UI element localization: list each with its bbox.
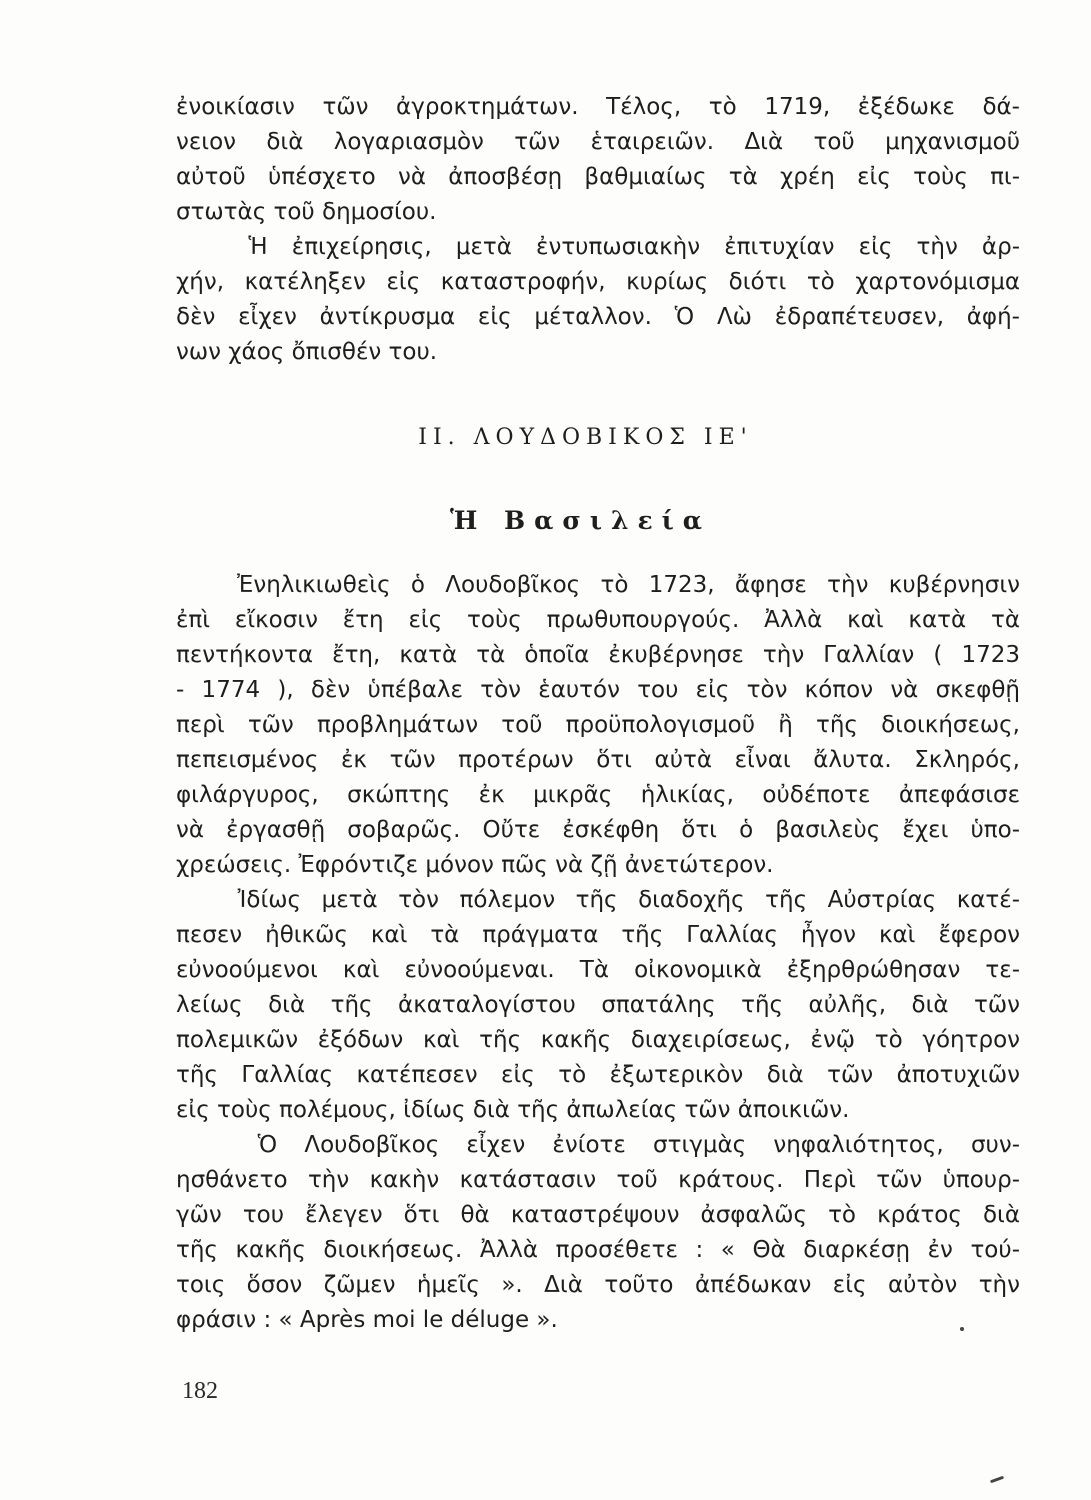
- text-line: τῆς κακῆς διοικήσεως. Ἀλλὰ προσέθετε : « Θὰ διαρκέσῃ ἐν τού-: [176, 1237, 1020, 1263]
- text-line: τῆς Γαλλίας κατέπεσεν εἰς τὸ ἐξωτερικὸν διὰ τῶν ἀποτυχιῶν: [176, 1062, 1020, 1088]
- text-line: ἐνοικίασιν τῶν ἀγροκτημάτων. Τέλος, τὸ 1719, ἐξέδωκε δά-: [176, 94, 1020, 120]
- text-line: δὲν εἶχεν ἀντίκρυσμα εἰς μέταλλον. Ὁ Λὼ ἐδραπέτευσεν, ἀφή-: [176, 304, 1020, 330]
- text-line: Ἐνηλικιωθεὶς ὁ Λουδοβῖκος τὸ 1723, ἄφησε τὴν κυβέρνησιν: [176, 572, 1020, 598]
- text-line: χρεώσεις. Ἐφρόντιζε μόνον πῶς νὰ ζῇ ἀνετώτερον.: [176, 852, 774, 878]
- text-line: Ἡ ἐπιχείρησις, μετὰ ἐντυπωσιακὴν ἐπιτυχίαν εἰς τὴν ἀρ-: [176, 234, 1020, 260]
- text-line: ησθάνετο τὴν κακὴν κατάστασιν τοῦ κράτους. Περὶ τῶν ὑπουρ-: [176, 1167, 1020, 1193]
- text-line: Ἰδίως μετὰ τὸν πόλεμον τῆς διαδοχῆς τῆς Αὐστρίας κατέ-: [176, 887, 1020, 913]
- text-line: νειον διὰ λογαριασμὸν τῶν ἑταιρειῶν. Διὰ τοῦ μηχανισμοῦ: [176, 129, 1020, 155]
- text-line: γῶν του ἔλεγεν ὅτι θὰ καταστρέψουν ἀσφαλῶς τὸ κράτος διὰ: [176, 1202, 1020, 1228]
- text-line: φιλάργυρος, σκώπτης ἐκ μικρᾶς ἡλικίας, οὐδέποτε ἀπεφάσισε: [176, 782, 1020, 808]
- text-line: πεπεισμένος ἐκ τῶν προτέρων ὅτι αὐτὰ εἶναι ἄλυτα. Σκληρός,: [176, 747, 1020, 773]
- chapter-heading: II. ΛΟΥΔΟΒΙΚΟΣ ΙΕ': [418, 425, 753, 450]
- section-heading: Ἡ Βασιλεία: [449, 506, 712, 535]
- scan-speck: [990, 1476, 1004, 1484]
- scan-speck: [960, 1327, 964, 1331]
- top-paragraph: [176, 90, 1020, 370]
- text-line: εἰς τοὺς πολέμους, ἰδίως διὰ τῆς ἀπωλείας τῶν ἀποικιῶν.: [176, 1097, 850, 1123]
- text-line: - 1774 ), δὲν ὑπέβαλε τὸν ἑαυτόν του εἰς τὸν κόπον νὰ σκεφθῇ: [176, 677, 1020, 703]
- text-line: τοις ὅσον ζῶμεν ἡμεῖς ». Διὰ τοῦτο ἀπέδωκαν εἰς αὐτὸν τὴν: [176, 1272, 1020, 1298]
- text-line: νων χάος ὄπισθέν του.: [176, 339, 438, 365]
- text-line: λείως διὰ τῆς ἀκαταλογίστου σπατάλης τῆς αὐλῆς, διὰ τῶν: [176, 992, 1020, 1018]
- text-line: νὰ ἐργασθῇ σοβαρῶς. Οὔτε ἐσκέφθη ὅτι ὁ βασιλεὺς ἔχει ὑπο-: [176, 817, 1020, 843]
- text-line: πεσεν ἠθικῶς καὶ τὰ πράγματα τῆς Γαλλίας ἦγον καὶ ἔφερον: [176, 922, 1020, 948]
- text-line: πεντήκοντα ἔτη, κατὰ τὰ ὁποῖα ἐκυβέρνησε τὴν Γαλλίαν ( 1723: [176, 642, 1020, 668]
- text-line: ἐπὶ εἴκοσιν ἔτη εἰς τοὺς πρωθυπουργούς. Ἀλλὰ καὶ κατὰ τὰ: [176, 607, 1020, 633]
- page-number: 182: [182, 1378, 218, 1404]
- text-line: Ὁ Λουδοβῖκος εἶχεν ἐνίοτε στιγμὰς νηφαλιότητος, συν-: [176, 1132, 1020, 1158]
- text-line: εὐνοούμενοι καὶ εὐνοούμεναι. Τὰ οἰκονομικὰ ἐξηρθρώθησαν τε-: [176, 957, 1020, 983]
- text-line: περὶ τῶν προβλημάτων τοῦ προϋπολογισμοῦ ἢ τῆς διοικήσεως,: [176, 712, 1020, 738]
- main-text: [176, 568, 1020, 1338]
- text-line: πολεμικῶν ἐξόδων καὶ τῆς κακῆς διαχειρίσεως, ἐνῷ τὸ γόητρον: [176, 1027, 1020, 1053]
- text-line: αὐτοῦ ὑπέσχετο νὰ ἀποσβέσῃ βαθμιαίως τὰ χρέη εἰς τοὺς πι-: [176, 164, 1020, 190]
- text-line: χήν, κατέληξεν εἰς καταστροφήν, κυρίως διότι τὸ χαρτονόμισμα: [176, 269, 1020, 295]
- text-line: φράσιν : « Après moi le déluge ».: [176, 1307, 558, 1333]
- text-line: στωτὰς τοῦ δημοσίου.: [176, 199, 437, 225]
